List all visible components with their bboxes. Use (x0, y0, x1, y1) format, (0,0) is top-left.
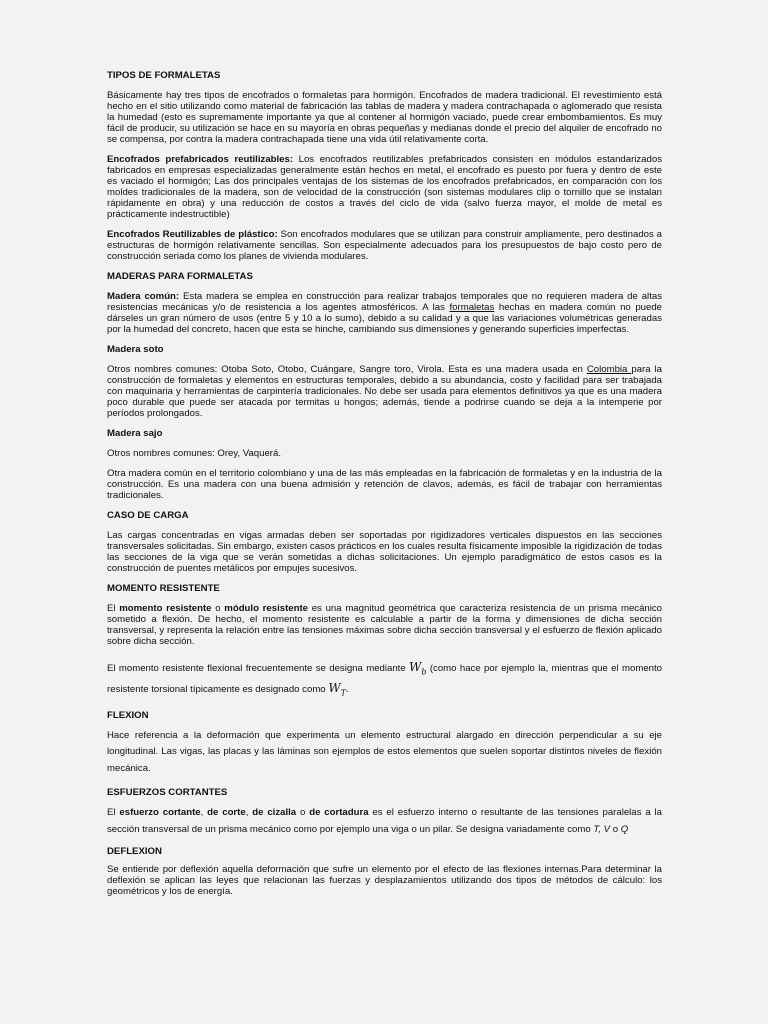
paragraph-sajo-descripcion: Otra madera común en el territorio colombiano y una de las más empleadas en la fabricación de formaletas y en la industria de la construcción. Es una madera con una buena admisión y retención de clavos, además, es fácil de trabajar con herramientas tradicionales. (107, 468, 662, 501)
symbol-q: Q (620, 823, 629, 835)
paragraph-momento-designacion (107, 659, 662, 702)
term-momento-resistente: momento resistente (119, 603, 212, 614)
text-madera-comun-b: hechas en madera común no puede dárseles un gran número de usos (entre 5 y 10 a lo sumo), debido a su calidad y a que las variaciones volumétricas generadas por la humedad del concreto, hacen que esta se hinche, cambiando sus dimensiones y generando superficies imperfectas. (107, 302, 662, 335)
heading-flexion: FLEXION (107, 709, 149, 721)
paragraph-prefabricados (107, 154, 662, 220)
symbol-wt: $W_T$ (328, 681, 346, 698)
paragraph-deflexion: Se entiende por deflexión aquella deformación que sufre un elemento por el efecto de las flexiones internas.Para determinar la deflexión se aplican las leyes que relacionan las fuerzas y desplazamientos utilizando dos tipos de métodos de cálculo: los geométricos y los de energía. (107, 864, 662, 898)
term-madera-comun: Madera común: (107, 291, 180, 302)
paragraph-flexion: Hace referencia a la deformación que experimenta un elemento estructural alargado en dirección perpendicular a su eje longitudinal. Las vigas, las placas y las láminas son ejemplos de estos elementos que suelen soportar distintos niveles de flexión mecánica. (107, 729, 662, 774)
heading-momento-resistente: MOMENTO RESISTENTE (107, 583, 220, 594)
text-momento-c: o (211, 603, 225, 614)
text-designacion-b: (como hace por ejemplo la, mientras que el momento resistente torsional típicamente es designado como (107, 663, 662, 696)
term-esfuerzo-cortante: esfuerzo cortante (119, 807, 201, 819)
text-madera-comun-a: Esta madera se emplea en construcción para realizar trabajos temporales que no requieren madera de altas resistencias mecánicas y/o de resistencia a los agentes atmosféricos. A las (107, 291, 662, 313)
text-prefabricados: Los encofrados reutilizables prefabricados consisten en módulos estandarizados fabricados en empresas especializadas generalmente están hechos en metal, el encofrado es puesto por fuera y dentro de este es vaciado el hormigón; Las dos principales ventajas de los sistemas de los encofrados prefabricados, en comparación con los moldes tradicionales de la madera, son de velocidad de la construcción (son sistemas modulares clip o tornillo que se instalan rápidamente en obra) y una reducción de costos a través del ciclo de vida (salvo fuerza mayor, el molde de metal es prácticamente indestructible) (107, 154, 662, 220)
term-de-cizalla: de cizalla (252, 807, 297, 819)
term-modulo-resistente: módulo resistente (224, 603, 308, 614)
term-de-cortadura: de cortadura (309, 807, 369, 819)
document-page (107, 70, 662, 906)
heading-caso-de-carga: CASO DE CARGA (107, 510, 189, 521)
symbol-wb: $W_b$ (409, 660, 427, 677)
paragraph-madera-comun (107, 291, 662, 335)
text-momento-a: El (107, 603, 120, 614)
text-cortantes-g: o (610, 823, 621, 835)
text-cortantes-a: El (107, 807, 120, 819)
symbol-t-v: T, V (593, 823, 611, 835)
text-cortantes-d: , (245, 807, 253, 819)
heading-maderas-para-formaletas: MADERAS PARA FORMALETAS (107, 271, 253, 282)
text-cortantes-f: es el esfuerzo interno o resultante de las tensiones paralelas a la sección transversal de un prisma mecánico como por ejemplo una viga o un pilar. Se designa variadamente como (107, 807, 662, 835)
text-cortantes-c: , (200, 807, 208, 819)
heading-madera-soto: Madera soto (107, 344, 164, 355)
link-colombia[interactable]: Colombia (586, 364, 632, 375)
text-plastico: Son encofrados modulares que se utilizan para construir ampliamente, pero destinados a estructuras de hormigón relativamente sencillas. Son especialmente adecuados para los presupuestos de bajo costo pero de construcción seriada como los planes de vivienda modulares. (107, 229, 663, 262)
heading-esfuerzos-cortantes: ESFUERZOS CORTANTES (107, 787, 228, 799)
term-plastico: Encofrados Reutilizables de plástico: (107, 229, 278, 240)
text-soto-b: para la construcción de formaletas y elementos en estructuras temporales, debido a su abundancia, costo y facilidad para ser trabajada con maquinaria y herramientas de carpintería tradicionales. No debe ser usada para elementos definitivos ya que es una madera poco durable que puede ser atacada por termitas u hongos; además, tiende a podrirse cuando se deja a la intemperie por períodos prolongados. (107, 364, 662, 419)
paragraph-momento-definicion (107, 603, 662, 647)
paragraph-madera-soto (107, 364, 662, 419)
link-formaletas[interactable]: formaletas (449, 302, 495, 313)
heading-tipos-de-formaletas: TIPOS DE FORMALETAS (107, 70, 221, 81)
term-de-corte: de corte (207, 807, 246, 819)
paragraph-esfuerzos-cortantes (107, 805, 662, 838)
text-cortantes-e: o (296, 807, 310, 819)
text-soto-a: Otros nombres comunes: Otoba Soto, Otobo, Cuángare, Sangre toro, Virola. Esta es una madera usada en (107, 364, 587, 375)
paragraph-plastico (107, 229, 662, 262)
term-prefabricados: Encofrados prefabricados reutilizables: (107, 154, 294, 165)
text-momento-d: es una magnitud geométrica que caracteriza resistencia de un prisma mecánico sometido a flexión. De hecho, el momento resistente es calculable a partir de la forma y dimensiones de dicha sección transversal, y representa la relación entre las tensiones máximas sobre dicha sección transversal y el esfuerzo de flexión aplicado sobre dicha sección. (107, 603, 663, 647)
text-designacion-a: El momento resistente flexional frecuentemente se designa mediante (107, 663, 410, 674)
paragraph-sajo-nombres: Otros nombres comunes: Orey, Vaquerá. (107, 448, 282, 459)
heading-deflexion: DEFLEXION (107, 846, 162, 858)
text-designacion-c: . (346, 684, 349, 696)
heading-madera-sajo: Madera sajo (107, 428, 163, 439)
paragraph-tipos-intro: Básicamente hay tres tipos de encofrados o formaletas para hormigón. Encofrados de madera tradicional. El revestimiento está hecho en el sitio utilizando como material de fabricación las tablas de madera y madera contrachapada o aglomerado que resista la humedad (esto es supremamente importante ya que al contener al hormigón vaciado, puede crear embombamientos. Es muy fácil de producir, su utilización se hace en su mayoría en obras pequeñas y medianas donde el precio del alquiler de encofrado no se compensa, por contra la madera contrachapada tiene una vida útil relativamente corta. (107, 90, 662, 145)
paragraph-caso-de-carga: Las cargas concentradas en vigas armadas deben ser soportadas por rigidizadores verticales dispuestos en las secciones transversales solicitadas. Sin embargo, existen casos prácticos en los cuales resulta físicamente imposible la rigidización de todas las secciones de la viga que se verán sometidas a dichas solicitaciones. Un ejemplo paradigmático de estos casos es la construcción de puentes metálicos por empujes sucesivos. (107, 530, 662, 574)
